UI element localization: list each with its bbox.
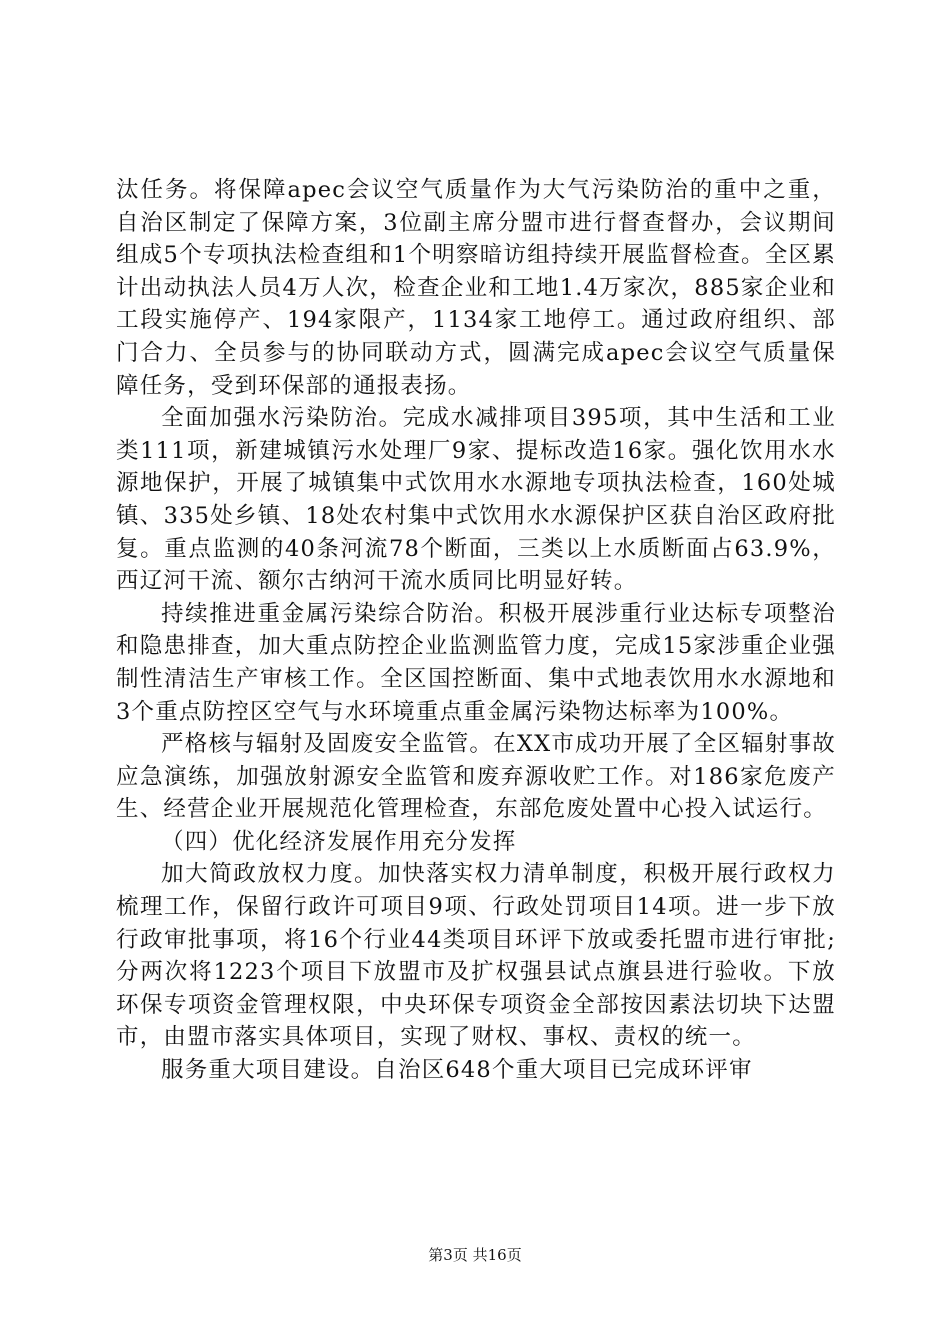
paragraph-water-pollution: 全面加强水污染防治。完成水减排项目395项，其中生活和工业类111项，新建城镇污水处理厂9家、提标改造16家。强化饮用水水源地保护，开展了城镇集中式饮用水水源地专项执法检查，160处城镇、335处乡镇、18处农村集中式饮用水水源保护区获自治区政府批复。重点监测的40条河流78个断面，三类以上水质断面占63.9%，西辽河干流、额尔古纳河干流水质同比明显好转。 xyxy=(116,405,836,595)
document-body xyxy=(116,174,836,1087)
paragraph-streamline-administration: 加大简政放权力度。加快落实权力清单制度，积极开展行政权力梳理工作，保留行政许可项目9项、行政处罚项目14项。进一步下放行政审批事项，将16个行业44类项目环评下放或委托盟市进行审批;分两次将1223个项目下放盟市及扩权强县试点旗县进行验收。下放环保专项资金管理权限，中央环保专项资金全部按因素法切块下达盟市，由盟市落实具体项目，实现了财权、事权、责权的统一。 xyxy=(116,861,836,1051)
paragraph-major-projects: 服务重大项目建设。自治区648个重大项目已完成环评审 xyxy=(161,1057,753,1084)
page-number-footer: 第3页 共16页 xyxy=(428,1246,522,1264)
paragraph-air-quality-continuation: 汰任务。将保障apec会议空气质量作为大气污染防治的重中之重，自治区制定了保障方案，3位副主席分盟市进行督查督办，会议期间组成5个专项执法检查组和1个明察暗访组持续开展监督检查。全区累计出动执法人员4万人次，检查企业和工地1.4万家次，885家企业和工段实施停产、194家限产，1134家工地停工。通过政府组织、部门合力、全员参与的协同联动方式，圆满完成apec会议空气质量保障任务，受到环保部的通报表扬。 xyxy=(116,177,836,399)
paragraph-radiation-waste: 严格核与辐射及固废安全监管。在XX市成功开展了全区辐射事故应急演练，加强放射源安全监管和废弃源收贮工作。对186家危废产生、经营企业开展规范化管理检查，东部危废处置中心投入试运行。 xyxy=(116,731,836,823)
section-heading-four: （四）优化经济发展作用充分发挥 xyxy=(161,828,517,855)
paragraph-heavy-metal: 持续推进重金属污染综合防治。积极开展涉重行业达标专项整治和隐患排查，加大重点防控企业监测监管力度，完成15家涉重企业强制性清洁生产审核工作。全区国控断面、集中式地表饮用水水源地和3个重点防控区空气与水环境重点重金属污染物达标率为100%。 xyxy=(116,600,836,725)
